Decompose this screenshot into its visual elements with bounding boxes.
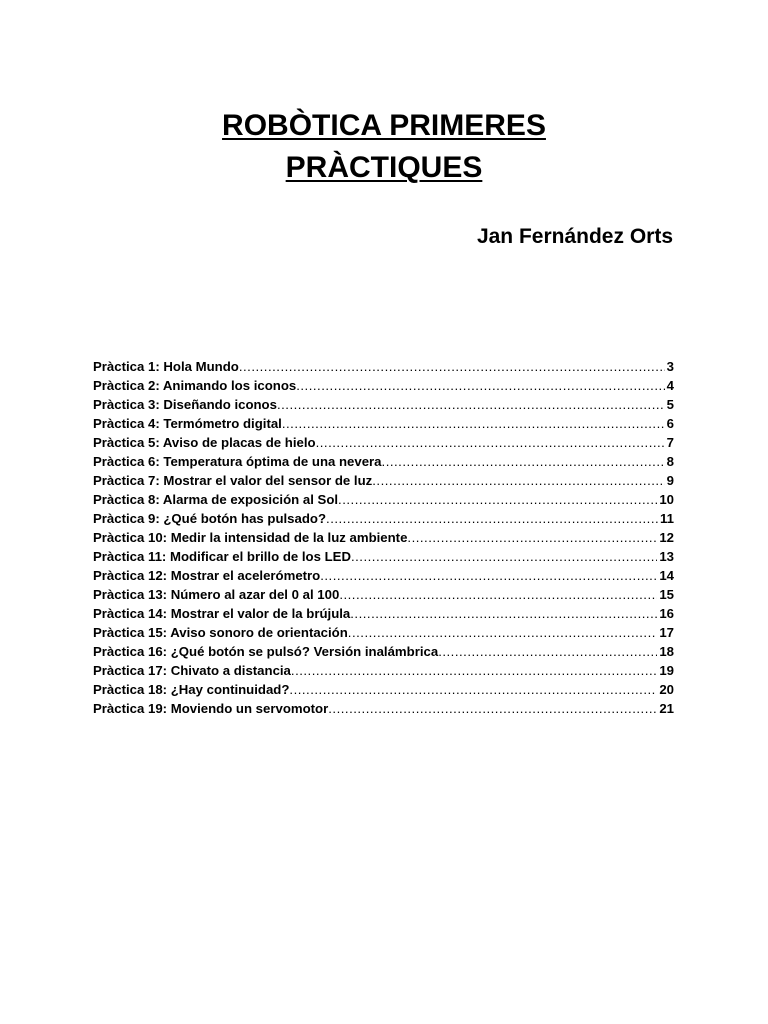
toc-dot-leader — [326, 509, 658, 528]
table-of-contents — [93, 357, 674, 718]
toc-entry-page-number: 18 — [659, 644, 674, 659]
toc-entry[interactable] — [93, 376, 674, 395]
toc-entry[interactable] — [93, 528, 674, 547]
toc-entry-label: Pràctica 17: Chivato a distancia — [93, 663, 291, 678]
toc-entry-label: Pràctica 18: ¿Hay continuidad? — [93, 682, 290, 697]
toc-dot-leader — [348, 623, 658, 642]
toc-dot-leader — [339, 585, 657, 604]
toc-entry-label: Pràctica 12: Mostrar el acelerómetro — [93, 568, 321, 583]
toc-entry[interactable] — [93, 566, 674, 585]
toc-dot-leader — [351, 547, 657, 566]
toc-entry-label: Pràctica 13: Número al azar del 0 al 100 — [93, 587, 340, 602]
toc-entry[interactable] — [93, 490, 674, 509]
toc-entry-page-number: 14 — [659, 568, 674, 583]
toc-dot-leader — [350, 604, 657, 623]
toc-dot-leader — [320, 566, 657, 585]
toc-entry-label: Pràctica 8: Alarma de exposición al Sol — [93, 492, 339, 507]
toc-dot-leader — [328, 699, 657, 718]
toc-dot-leader — [239, 357, 665, 376]
toc-dot-leader — [438, 642, 657, 661]
toc-entry[interactable] — [93, 414, 674, 433]
toc-dot-leader — [338, 490, 657, 509]
author-name: Jan Fernández Orts — [476, 225, 673, 248]
toc-entry-label: Pràctica 15: Aviso sonoro de orientación — [93, 625, 348, 640]
toc-dot-leader — [289, 680, 657, 699]
toc-entry[interactable] — [93, 585, 674, 604]
toc-dot-leader — [316, 433, 665, 452]
toc-entry-page-number: 19 — [659, 663, 674, 678]
toc-dot-leader — [296, 376, 664, 395]
toc-entry-label: Pràctica 16: ¿Qué botón se pulsó? Versión inalámbrica — [93, 644, 439, 659]
toc-entry-page-number: 13 — [659, 549, 674, 564]
toc-entry[interactable] — [93, 471, 674, 490]
document-title-line-1: ROBÒTICA PRIMERES — [222, 109, 546, 142]
toc-entry-page-number: 20 — [659, 682, 674, 697]
toc-dot-leader — [382, 452, 665, 471]
toc-entry-label: Pràctica 1: Hola Mundo — [93, 359, 239, 374]
toc-entry-page-number: 11 — [660, 511, 674, 526]
toc-entry-page-number: 3 — [666, 359, 674, 374]
toc-entry-label: Pràctica 14: Mostrar el valor de la brújula — [93, 606, 351, 621]
toc-entry-label: Pràctica 19: Moviendo un servomotor — [93, 701, 329, 716]
toc-dot-leader — [407, 528, 657, 547]
toc-entry[interactable] — [93, 623, 674, 642]
toc-entry-page-number: 4 — [666, 378, 674, 393]
toc-entry-label: Pràctica 5: Aviso de placas de hielo — [93, 435, 316, 450]
toc-entry[interactable] — [93, 433, 674, 452]
toc-entry-label: Pràctica 2: Animando los iconos — [93, 378, 297, 393]
toc-dot-leader — [291, 661, 657, 680]
toc-dot-leader — [372, 471, 664, 490]
toc-entry-label: Pràctica 11: Modificar el brillo de los LED — [93, 549, 351, 564]
toc-dot-leader — [282, 414, 665, 433]
toc-entry[interactable] — [93, 357, 674, 376]
toc-entry[interactable] — [93, 699, 674, 718]
toc-entry[interactable] — [93, 680, 674, 699]
toc-entry-page-number: 9 — [666, 473, 674, 488]
toc-entry-label: Pràctica 6: Temperatura óptima de una nevera — [93, 454, 382, 469]
toc-entry[interactable] — [93, 642, 674, 661]
toc-entry-page-number: 8 — [666, 454, 674, 469]
toc-entry[interactable] — [93, 547, 674, 566]
toc-entry-page-number: 15 — [659, 587, 674, 602]
toc-entry-page-number: 12 — [659, 530, 674, 545]
toc-entry-page-number: 21 — [659, 701, 674, 716]
toc-entry[interactable] — [93, 509, 674, 528]
toc-entry-page-number: 17 — [659, 625, 674, 640]
toc-entry-page-number: 16 — [659, 606, 674, 621]
toc-entry-label: Pràctica 3: Diseñando iconos — [93, 397, 277, 412]
toc-entry-label: Pràctica 4: Termómetro digital — [93, 416, 282, 431]
toc-entry[interactable] — [93, 661, 674, 680]
toc-dot-leader — [277, 395, 665, 414]
toc-entry-page-number: 10 — [659, 492, 674, 507]
toc-entry-page-number: 6 — [666, 416, 674, 431]
toc-entry[interactable] — [93, 452, 674, 471]
toc-entry-label: Pràctica 7: Mostrar el valor del sensor de luz — [93, 473, 373, 488]
toc-entry[interactable] — [93, 395, 674, 414]
toc-entry[interactable] — [93, 604, 674, 623]
document-title-line-2: PRÀCTIQUES — [285, 151, 483, 184]
toc-entry-page-number: 7 — [666, 435, 674, 450]
toc-entry-label: Pràctica 10: Medir la intensidad de la luz ambiente — [93, 530, 408, 545]
toc-entry-page-number: 5 — [666, 397, 674, 412]
toc-entry-label: Pràctica 9: ¿Qué botón has pulsado? — [93, 511, 327, 526]
